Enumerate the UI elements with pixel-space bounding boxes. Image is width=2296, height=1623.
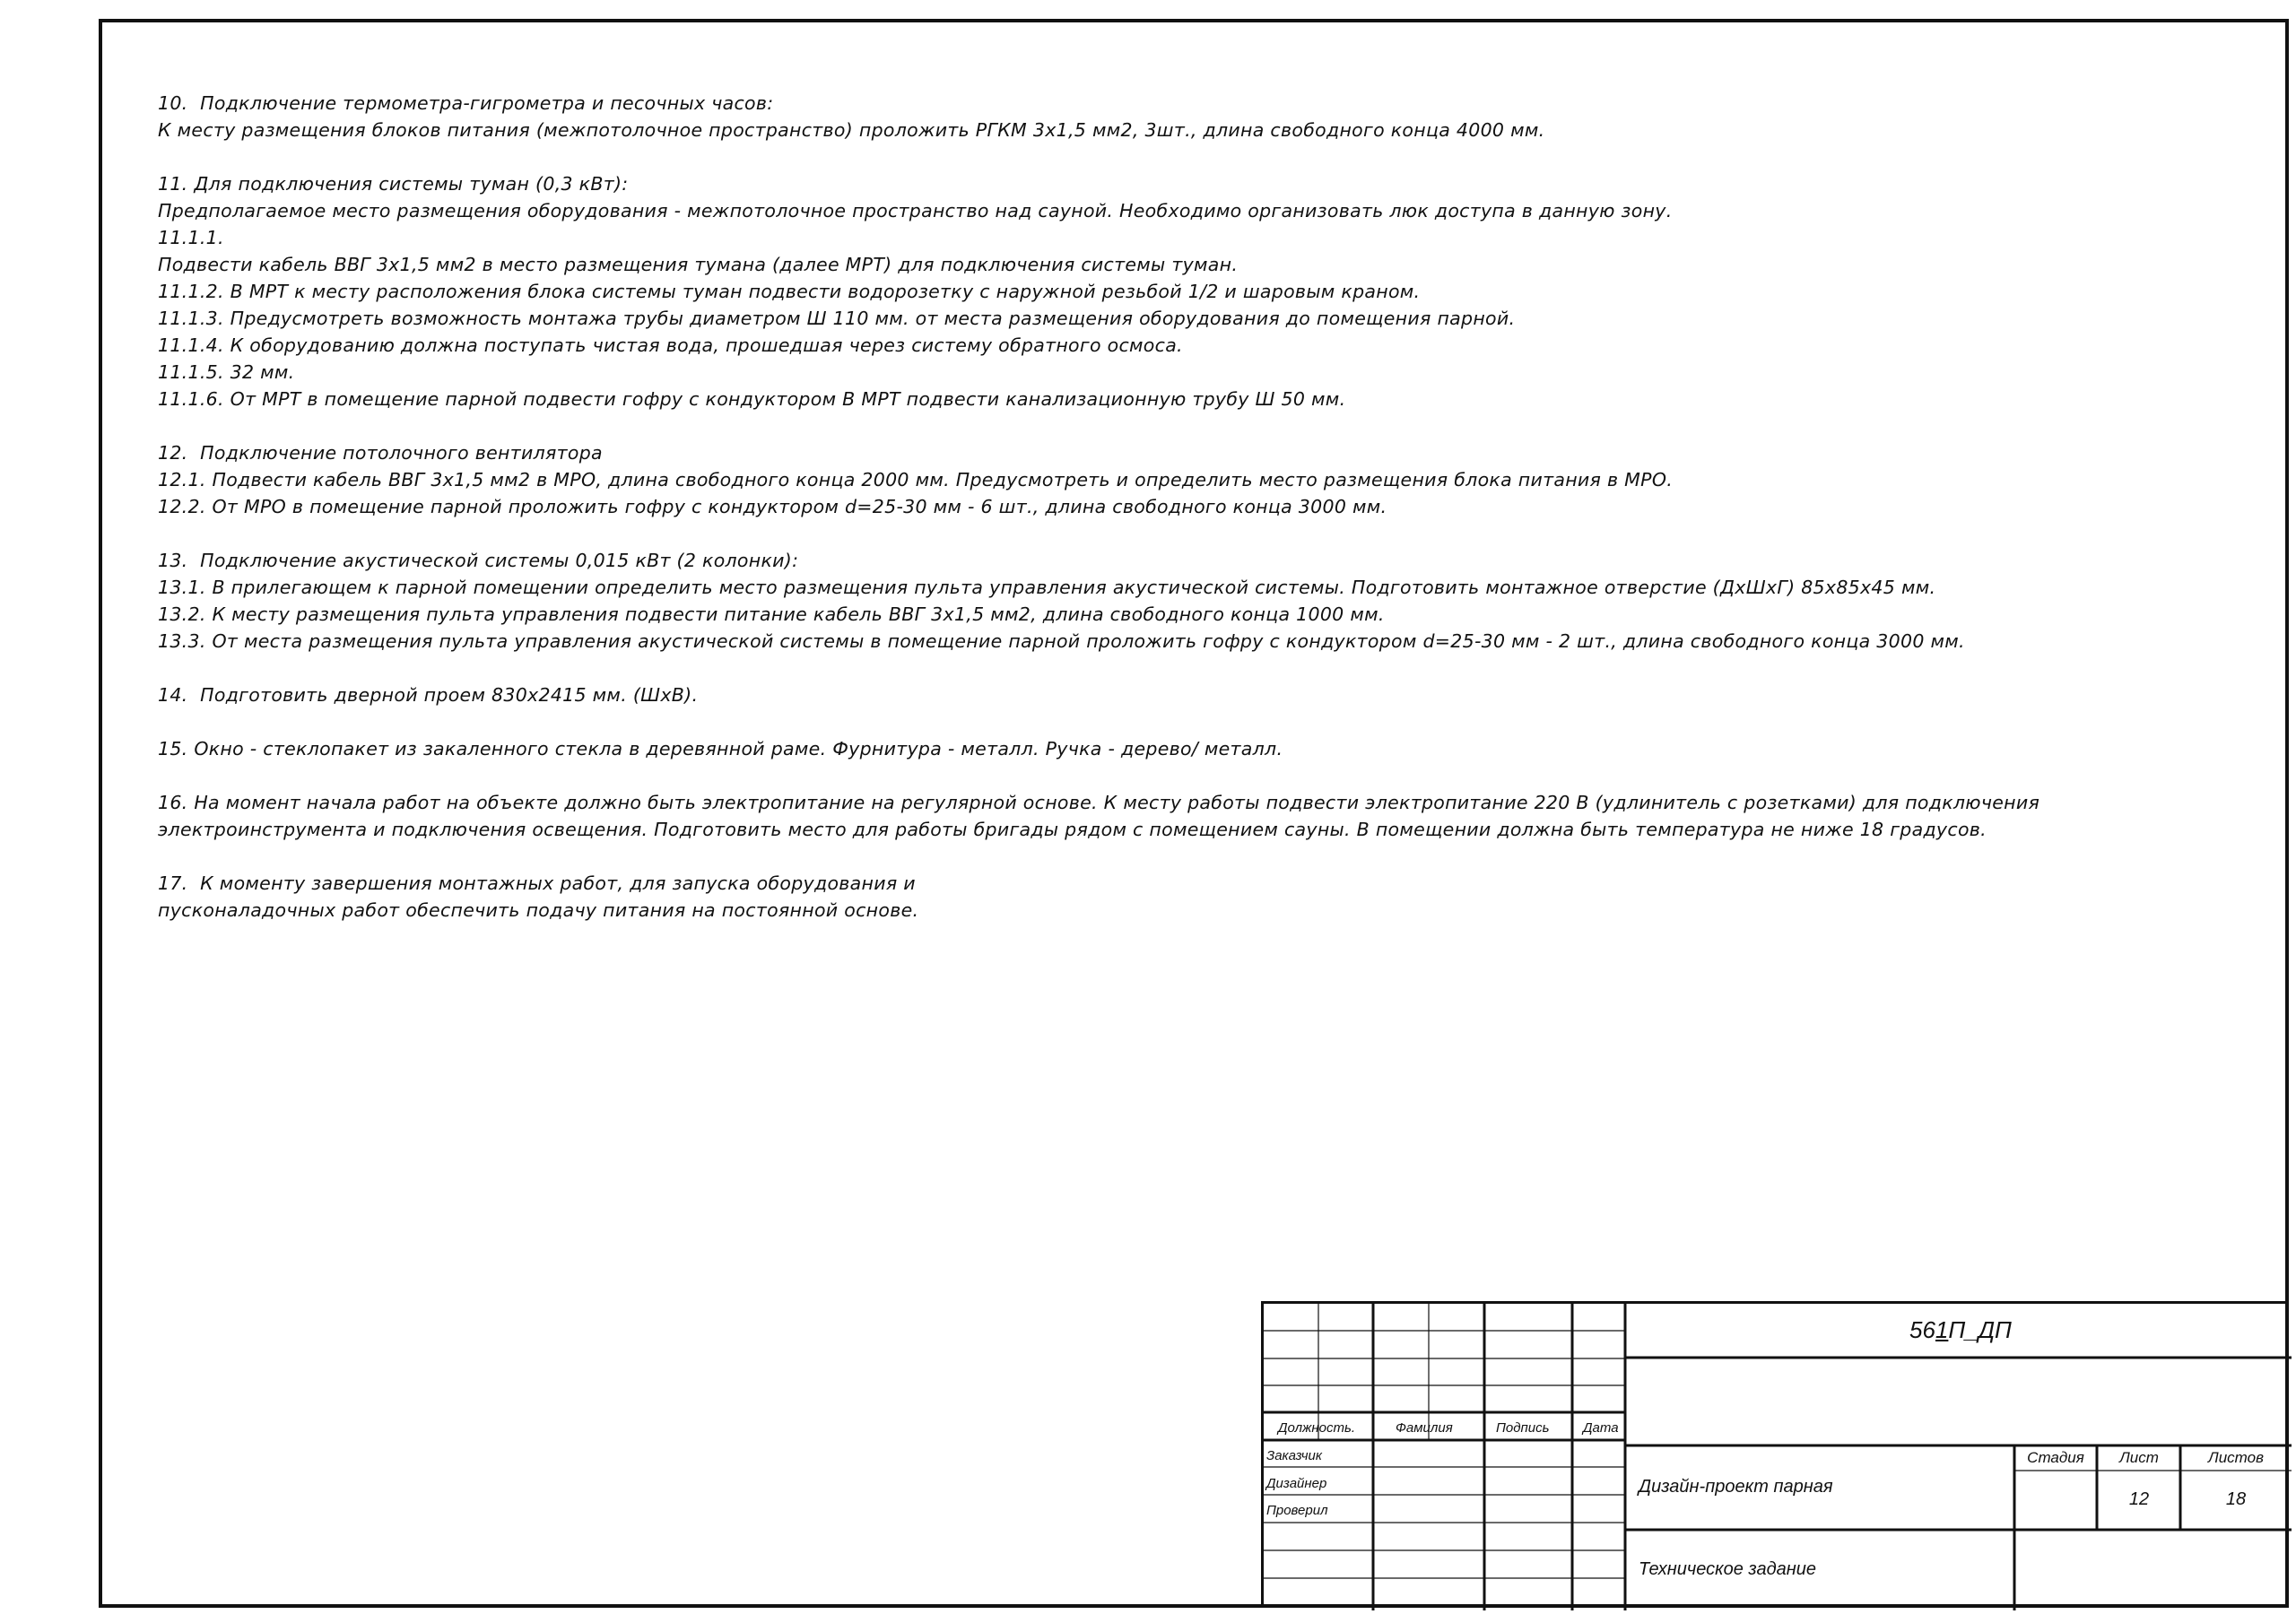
document-code xyxy=(1909,1316,2012,1344)
project-title: Дизайн-проект парная xyxy=(1639,1477,1833,1497)
section-16 xyxy=(158,789,2221,843)
section-line: 11.1.6. От МРТ в помещение парной подвести гофру с кондуктором В МРТ подвести канализационную трубу Ш 50 мм. xyxy=(158,388,1346,410)
sheets-label: Листов xyxy=(2208,1449,2264,1466)
section-line: 11.1.4. К оборудованию должна поступать чистая вода, прошедшая через систему обратного осмоса. xyxy=(158,334,1183,356)
role-customer: Заказчик xyxy=(1266,1448,1322,1463)
section-line: 17. К моменту завершения монтажных работ, для запуска оборудования и xyxy=(158,872,916,894)
section-line: 11.1.2. В МРТ к месту расположения блока системы туман подвести водорозетку с наружной резьбой 1/2 и шаровым краном. xyxy=(158,281,1421,302)
code-suffix: П_ДП xyxy=(1948,1316,2012,1343)
title-block xyxy=(1261,1301,2289,1608)
section-line: 14. Подготовить дверной проем 830х2415 мм. (ШхВ). xyxy=(158,684,699,706)
section-11 xyxy=(158,170,2221,412)
sheet-title: Техническое задание xyxy=(1639,1559,1817,1579)
section-line: 11. Для подключения системы туман (0,3 кВт): xyxy=(158,173,629,195)
stage-label: Стадия xyxy=(2027,1449,2084,1466)
header-surname: Фамилия xyxy=(1396,1420,1453,1436)
section-line: 12.1. Подвести кабель ВВГ 3х1,5 мм2 в МРО, длина свободного конца 2000 мм. Предусмотреть и определить место размещения блока питания в МРО. xyxy=(158,469,1674,490)
code-prefix: 56 xyxy=(1909,1316,1935,1343)
section-line: 11.1.3. Предусмотреть возможность монтажа трубы диаметром Ш 110 мм. от места размещения оборудования до помещения парной. xyxy=(158,308,1516,329)
section-line: Подвести кабель ВВГ 3х1,5 мм2 в место размещения тумана (далее МРТ) для подключения системы туман. xyxy=(158,254,1239,275)
section-line: 11.1.1. xyxy=(158,227,224,248)
section-line: К месту размещения блоков питания (межпотолочное пространство) проложить РГКМ 3х1,5 мм2, 3шт., длина свободного конца 4000 мм. xyxy=(158,119,1545,141)
section-line: 12.2. От МРО в помещение парной проложить гофру с кондуктором d=25-30 мм - 6 шт., длина свободного конца 3000 мм. xyxy=(158,496,1387,517)
section-line: 10. Подключение термометра-гигрометра и песочных часов: xyxy=(158,92,774,114)
section-13 xyxy=(158,547,2221,655)
sheet-label: Лист xyxy=(2119,1449,2159,1466)
section-line: 13.2. К месту размещения пульта управления подвести питание кабель ВВГ 3х1,5 мм2, длина свободного конца 1000 мм. xyxy=(158,603,1385,625)
header-date: Дата xyxy=(1583,1420,1619,1436)
section-17 xyxy=(158,870,2221,924)
header-position: Должность. xyxy=(1278,1420,1356,1436)
role-designer: Дизайнер xyxy=(1266,1476,1327,1491)
section-line: Предполагаемое место размещения оборудования - межпотолочное пространство над сауной. Необходимо организовать люк доступа в данную зону. xyxy=(158,200,1673,221)
section-14 xyxy=(158,681,2221,708)
role-checked: Проверил xyxy=(1266,1503,1328,1518)
specification-text xyxy=(158,90,2221,950)
section-12 xyxy=(158,439,2221,520)
section-line: 12. Подключение потолочного вентилятора xyxy=(158,442,603,464)
section-line: 11.1.5. 32 мм. xyxy=(158,361,295,383)
section-15 xyxy=(158,735,2221,762)
section-line: 13.3. От места размещения пульта управления акустической системы в помещение парной проложить гофру с кондуктором d=25-30 мм - 2 шт., длина свободного конца 3000 мм. xyxy=(158,630,1965,652)
section-line: 13.1. В прилегающем к парной помещении определить место размещения пульта управления акустической системы. Подготовить монтажное отверстие (ДхШхГ) 85х85х45 мм. xyxy=(158,577,1936,598)
section-10 xyxy=(158,90,2221,143)
sheets-total: 18 xyxy=(2225,1489,2247,1509)
code-mid: 1 xyxy=(1935,1316,1949,1343)
section-line: пусконаладочных работ обеспечить подачу питания на постоянной основе. xyxy=(158,899,919,921)
header-signature: Подпись xyxy=(1496,1420,1550,1436)
section-line: 15. Окно - стеклопакет из закаленного стекла в деревянной раме. Фурнитура - металл. Ручка - дерево/ металл. xyxy=(158,738,1283,759)
section-line: 13. Подключение акустической системы 0,015 кВт (2 колонки): xyxy=(158,550,799,571)
sheet-number: 12 xyxy=(2128,1489,2150,1509)
section-paragraph: 16. На момент начала работ на объекте должно быть электропитание на регулярной основе. К месту работы подвести электропитание 220 В (удлинитель с розетками) для подключения электроинструмента и подключения освещения. Подготовить место для работы бригады рядом с помещением сауны. В помещении должна быть температура не ниже 18 градусов. xyxy=(158,792,2040,840)
